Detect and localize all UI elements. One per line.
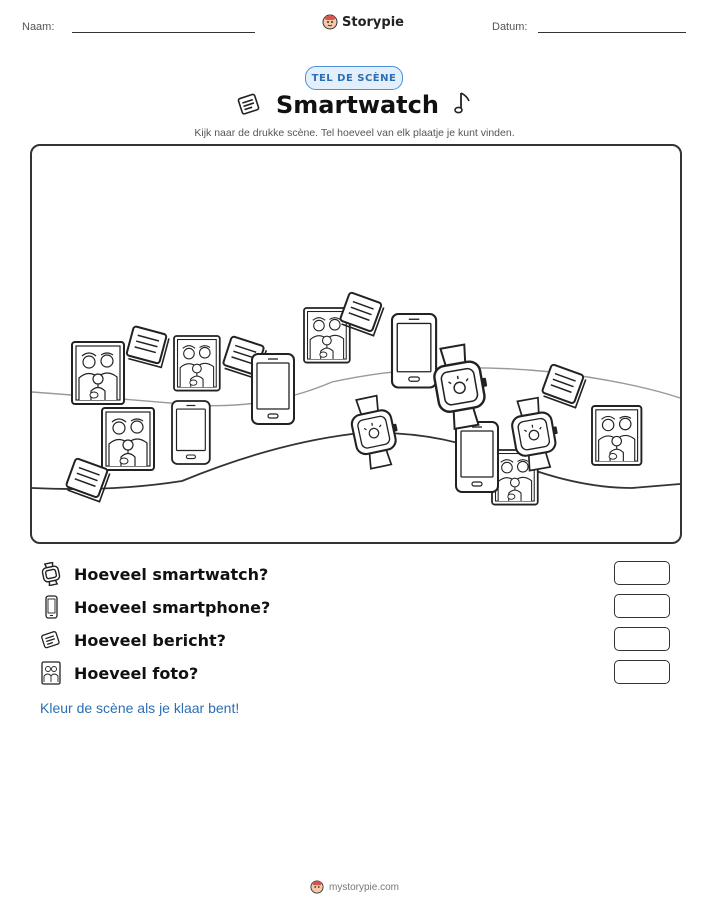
phone-item [392,314,436,388]
question-photo [40,660,672,686]
title-text: Smartwatch [276,91,439,119]
date-label: Datum: [492,21,528,33]
message-item [541,364,587,408]
message-item [125,326,169,367]
answer-box-smartphone[interactable] [614,594,670,618]
phone-item [172,401,210,464]
brand-logo [322,14,404,30]
message-icon [236,92,262,116]
phone-item [252,354,294,424]
photo-icon [40,661,62,685]
brand-name: Storypie [342,14,404,30]
answer-box-smartwatch[interactable] [614,561,670,585]
phone-item [456,422,498,492]
question-label: Hoeveel foto? [74,663,199,683]
smartphone-icon [40,595,62,619]
question-message [40,627,672,653]
question-label: Hoeveel smartwatch? [74,564,269,584]
smartwatch-icon [40,562,62,586]
date-line[interactable] [538,32,686,33]
photo-item [102,408,154,470]
message-icon [40,628,62,652]
photo-item [72,342,124,404]
name-line[interactable] [72,32,255,33]
watch-item [430,342,494,431]
watch-item [347,393,404,471]
storypie-logo-icon [322,14,338,30]
question-smartphone [40,594,672,620]
music-note-icon [453,90,473,116]
photo-item [592,406,641,465]
scene-drawing [32,146,680,542]
answer-box-message[interactable] [614,627,670,651]
page-title [0,90,709,119]
activity-badge: TEL DE SCÈNE [305,66,403,90]
storypie-logo-icon [310,880,324,894]
answer-box-photo[interactable] [614,660,670,684]
coloring-instruction: Kleur de scène als je klaar bent! [40,700,240,716]
footer [0,880,709,894]
counting-scene[interactable] [30,144,682,544]
instructions: Kijk naar de drukke scène. Tel hoeveel van elk plaatje je kunt vinden. [194,127,515,139]
name-label: Naam: [22,21,55,33]
footer-url[interactable]: mystorypie.com [328,881,399,893]
question-smartwatch [40,561,672,587]
question-label: Hoeveel bericht? [74,630,226,650]
question-label: Hoeveel smartphone? [74,597,271,617]
photo-item [174,336,220,391]
